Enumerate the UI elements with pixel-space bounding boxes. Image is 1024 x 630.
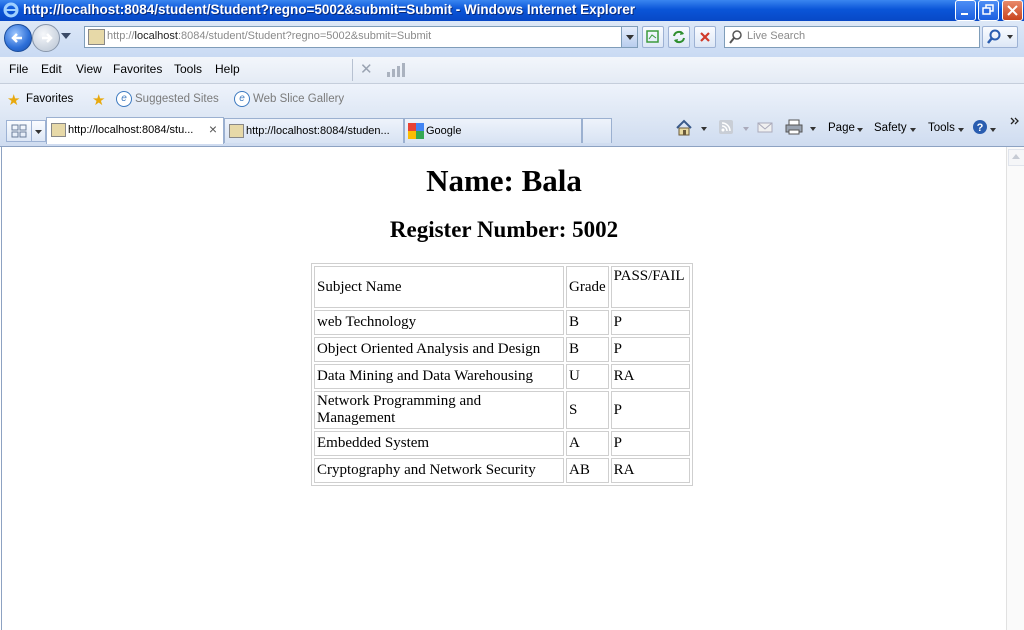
restore-button[interactable] [978,0,999,21]
title-bar [0,0,1024,21]
tools-menu-button[interactable]: Tools [928,122,955,134]
tab-student-active[interactable] [46,117,224,144]
forward-button[interactable] [32,24,60,52]
vertical-scrollbar[interactable] [1006,147,1024,630]
close-icon [1003,1,1022,20]
page-favicon-icon [51,123,66,137]
tab-label: Google [426,125,462,137]
web-slice-gallery-link[interactable]: Web Slice Gallery [253,93,345,105]
chevron-down-icon[interactable] [958,128,964,132]
grade-cell: B [566,337,609,362]
page-favicon-icon [229,124,244,138]
menu-view[interactable]: View [76,62,102,76]
address-url: http://localhost:8084/student/Student?regno=5002&submit=Submit [107,30,432,42]
subject-cell: Embedded System [314,431,564,456]
table-row [314,310,690,335]
recent-pages-dropdown[interactable] [61,33,71,39]
search-input[interactable] [724,26,980,48]
google-favicon-icon [408,123,424,139]
result-cell: P [611,391,690,429]
chevron-down-icon[interactable] [910,128,916,132]
grade-cell: AB [566,458,609,483]
quick-tabs-button[interactable] [6,120,32,142]
signal-bars-icon [386,63,406,77]
result-cell: P [611,337,690,362]
forward-arrow-icon [33,25,59,51]
header-subject-name: Subject Name [314,266,564,308]
safety-menu-button[interactable]: Safety [874,122,907,134]
chevron-down-icon [32,121,45,141]
result-cell: P [611,310,690,335]
grade-cell: S [566,391,609,429]
tab-google[interactable] [404,118,582,143]
ie-logo-icon [3,2,19,18]
header-pass-fail: PASS/FAIL [611,266,690,308]
result-cell: RA [611,364,690,389]
search-icon [983,27,1017,47]
feeds-icon[interactable] [718,119,734,135]
subject-cell: Data Mining and Data Warehousing [314,364,564,389]
new-tab-button[interactable] [582,118,612,143]
menu-help[interactable]: Help [215,62,240,76]
grade-cell: B [566,310,609,335]
page-favicon-icon [88,29,105,45]
stop-icon [695,27,715,47]
search-placeholder: Live Search [747,30,806,42]
favorites-button[interactable]: Favorites [26,93,74,105]
tab-bar [0,114,1024,147]
favorites-bar [0,84,1024,114]
refresh-icon [669,27,689,47]
home-icon[interactable] [675,119,693,137]
add-to-favorites-bar-icon[interactable]: ★ [92,92,106,109]
menu-bar [0,57,1024,84]
close-window-button[interactable] [1002,0,1023,21]
tab-label: http://localhost:8084/stu... [68,124,194,136]
menu-edit[interactable]: Edit [41,62,62,76]
favorites-star-icon: ★ [7,92,21,109]
student-name-heading: Name: Bala [426,163,582,198]
tab-student[interactable] [224,118,404,143]
grade-cell: A [566,431,609,456]
compatibility-view-button[interactable] [642,26,664,48]
page-content [1,147,1006,630]
results-table [311,263,693,486]
minimize-button[interactable] [955,0,976,21]
svg-text:?: ? [976,122,984,134]
chevron-down-icon[interactable] [701,127,707,131]
ie-page-icon: e [234,91,250,107]
menu-favorites[interactable]: Favorites [113,62,163,76]
table-row [314,391,690,429]
search-button[interactable] [982,26,1018,48]
chevron-right-icon[interactable] [1010,116,1020,126]
table-row [314,337,690,362]
ie-page-icon: e [116,91,132,107]
tab-list-dropdown[interactable] [31,120,46,142]
menu-file[interactable]: File [9,62,29,76]
result-cell: P [611,431,690,456]
restore-icon [979,1,998,20]
menu-tools[interactable]: Tools [174,62,203,76]
compatibility-icon [643,27,663,47]
scroll-up-button[interactable] [1008,149,1024,166]
chevron-down-icon[interactable] [857,128,863,132]
register-number-heading: Register Number: 5002 [389,217,619,242]
quick-tabs-icon [7,121,31,141]
close-tab-icon[interactable]: × [208,121,217,137]
chevron-down-icon[interactable] [743,127,749,131]
table-header-row [314,266,690,308]
subject-cell: web Technology [314,310,564,335]
menu-separator [352,59,353,81]
window-title: http://localhost:8084/student/Student?regno=5002&submit=Submit - Windows Internet Explorer [23,2,635,17]
refresh-button[interactable] [668,26,690,48]
read-mail-icon[interactable] [757,119,773,135]
page-menu-button[interactable]: Page [828,122,855,134]
address-bar[interactable] [84,26,638,48]
address-dropdown-button[interactable] [621,27,637,47]
subject-cell: Cryptography and Network Security [314,458,564,483]
chevron-down-icon[interactable] [990,128,996,132]
result-cell: RA [611,458,690,483]
stop-button[interactable] [694,26,716,48]
close-toolbar-icon[interactable]: ✕ [360,61,373,78]
header-grade: Grade [566,266,609,308]
back-button[interactable] [4,24,32,52]
table-row [314,458,690,483]
chevron-down-icon[interactable] [810,127,816,131]
minimize-icon [956,1,975,20]
search-provider-icon [728,29,744,45]
subject-cell: Network Programming and Management [314,391,564,429]
table-row [314,364,690,389]
grade-cell: U [566,364,609,389]
print-icon[interactable] [785,119,803,135]
suggested-sites-link[interactable]: Suggested Sites [135,93,219,105]
back-arrow-icon [5,25,31,51]
table-row [314,431,690,456]
address-toolbar [0,21,1024,57]
tab-label: http://localhost:8084/studen... [246,125,390,137]
help-icon[interactable] [972,119,988,135]
subject-cell: Object Oriented Analysis and Design [314,337,564,362]
